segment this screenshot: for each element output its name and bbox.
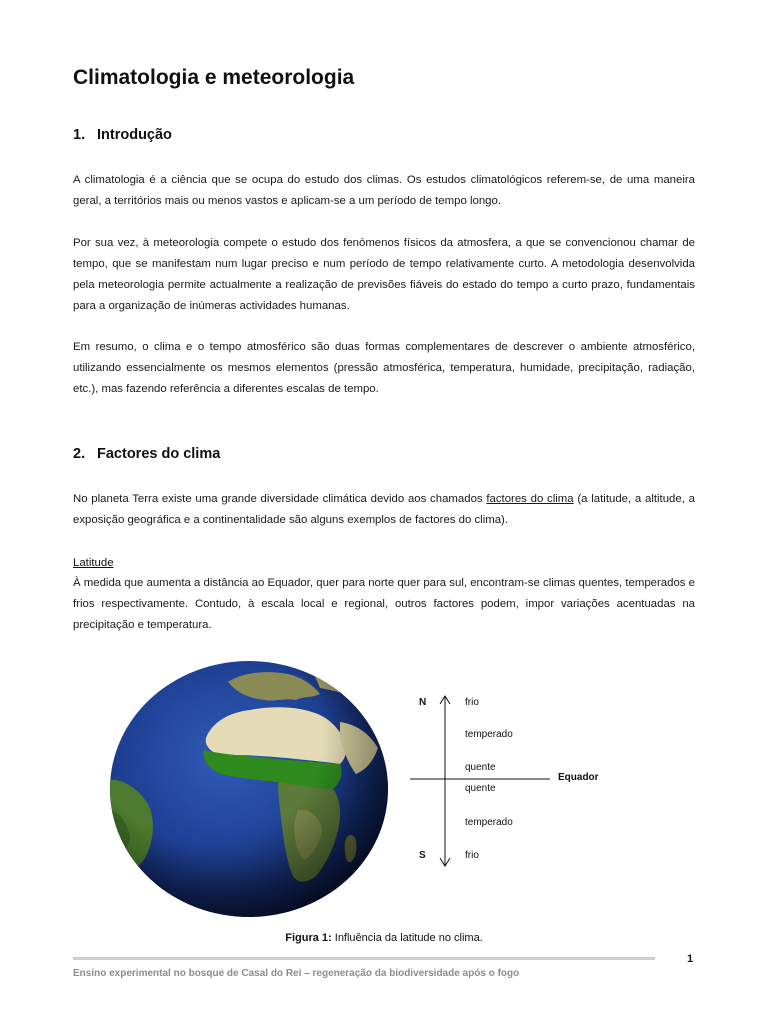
document-title: Climatologia e meteorologia bbox=[73, 66, 355, 89]
page-number: 1 bbox=[687, 953, 694, 965]
zone-label-north-hot: quente bbox=[465, 762, 496, 773]
latitude-zones-diagram bbox=[400, 690, 620, 870]
latitude-paragraph: À medida que aumenta a distância ao Equador, quer para norte quer para sul, encontram-se climas quentes, temperados e frios respectivamente. Contudo, à escala local e regional, outros factores podem, impor variações acentuadas na precipitação e temperatura. bbox=[73, 577, 695, 631]
footer-divider bbox=[73, 957, 655, 960]
intro-paragraph-2: Por sua vez, à meteorologia compete o estudo dos fenómenos físicos da atmosfera, a que se convencionou chamar de tempo, que se manifestam num lugar preciso e num período de tempo relativamente curto. A metodologia desenvolvida pela meteorologia permite actualmente a realização de previsões fiáveis do estado do tempo a curto prazo, fundamentais para a organização de inúmeras actividades humanas. bbox=[73, 237, 695, 312]
factores-do-clima-term: factores do clima bbox=[486, 493, 574, 505]
south-label: S bbox=[419, 850, 426, 861]
factores-intro-paragraph bbox=[73, 489, 695, 531]
figure-caption-text: Influência da latitude no clima. bbox=[331, 932, 483, 944]
earth-globe-image bbox=[108, 660, 390, 918]
footer-text: Ensino experimental no bosque de Casal do Rei – regeneração da biodiversidade após o fogo bbox=[73, 968, 520, 979]
zone-label-south-hot: quente bbox=[465, 783, 496, 794]
section-number: 1. bbox=[73, 127, 86, 143]
figure-caption bbox=[0, 932, 768, 944]
figure-caption-label: Figura 1: bbox=[285, 932, 332, 944]
factores-intro-text: No planeta Terra existe uma grande diversidade climática devido aos chamados bbox=[73, 493, 487, 505]
equator-label: Equador bbox=[558, 772, 599, 783]
section-heading-introducao bbox=[73, 127, 172, 143]
factores-intro-text-end: (a latitude, a altitude, a exposição geográfica e a continentalidade são alguns exemplos de factores do clima). bbox=[73, 493, 695, 526]
section-title: Factores do clima bbox=[97, 446, 221, 462]
north-label: N bbox=[419, 697, 427, 708]
zone-label-south-cold: frio bbox=[465, 850, 479, 861]
zone-label-north-temperate: temperado bbox=[465, 729, 513, 740]
latitude-subheading: Latitude bbox=[73, 557, 114, 569]
section-heading-factores bbox=[73, 446, 220, 462]
zone-label-south-temperate: temperado bbox=[465, 817, 513, 828]
zone-label-north-cold: frio bbox=[465, 697, 479, 708]
intro-paragraph-3: Em resumo, o clima e o tempo atmosférico são duas formas complementares de descrever o ambiente atmosférico, utilizando essencialmente os mesmos elementos (pressão atmosférica, temperatura, humidade, precipitação, radiação, etc.), mas fazendo referência a diferentes escalas de tempo. bbox=[73, 341, 695, 395]
section-number: 2. bbox=[73, 446, 86, 462]
intro-paragraph-1: A climatologia é a ciência que se ocupa do estudo dos climas. Os estudos climatológicos referem-se, de uma maneira geral, a territórios mais ou menos vastos e aplicam-se a um período de tempo longo. bbox=[73, 174, 695, 207]
section-title: Introdução bbox=[97, 127, 172, 143]
